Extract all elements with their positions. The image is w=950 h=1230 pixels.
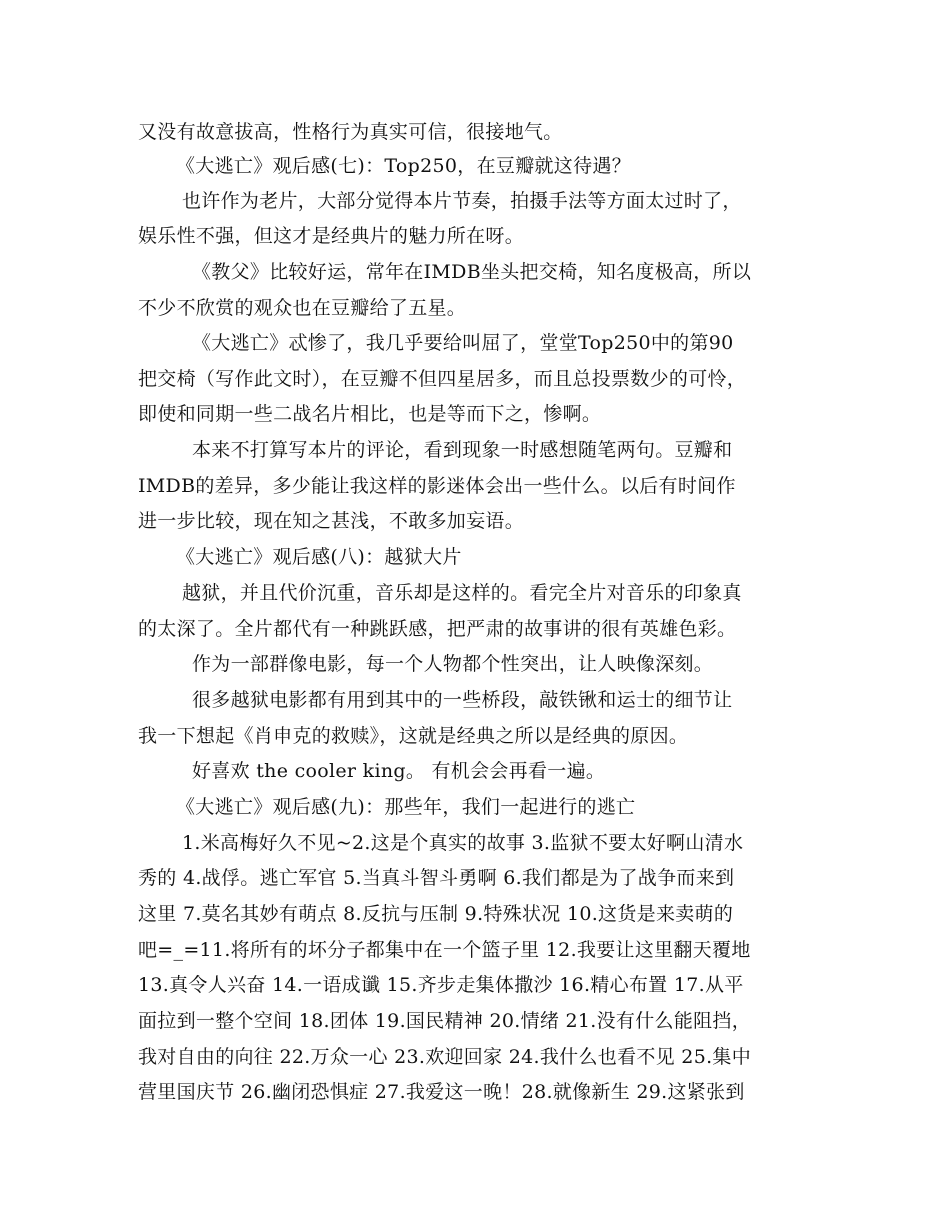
text-line: 的太深了。全片都代有一种跳跃感，把严肃的故事讲的很有英雄色彩。 (138, 618, 737, 640)
text-line: 进一步比较，现在知之甚浅，不敢多加妄语。 (138, 510, 525, 532)
text-line: 吧=_=11.将所有的坏分子都集中在一个篮子里 12.我要让这里翻天覆地 (138, 939, 751, 961)
text-line: 作为一部群像电影，每一个人物都个性突出，让人映像深刻。 (192, 653, 714, 675)
text-line: 13.真令人兴奋 14.一语成谶 15.齐步走集体撒沙 16.精心布置 17.从平 (138, 974, 744, 996)
text-line: 又没有故意拔高，性格行为真实可信，很接地气。 (138, 121, 563, 143)
text-line: 营里国庆节 26.幽闭恐惧症 27.我爱这一晚！28.就像新生 29.这紧张到 (138, 1081, 745, 1103)
text-line: 不少不欣赏的观众也在豆瓣给了五星。 (138, 297, 467, 319)
text-line: 也许作为老片，大部分觉得本片节奏，拍摄手法等方面太过时了， (182, 190, 742, 212)
text-line: 本来不打算写本片的评论，看到现象一时感想随笔两句。豆瓣和 (192, 439, 733, 461)
text-line: 很多越狱电影都有用到其中的一些桥段，敲铁锹和运士的细节让 (192, 689, 733, 711)
text-line: 把交椅（写作此文时），在豆瓣不但四星居多，而且总投票数少的可怜， (138, 368, 747, 390)
section-heading: 《大逃亡》观后感(九)：那些年，我们一起进行的逃亡 (176, 796, 636, 818)
text-line: 娱乐性不强，但这才是经典片的魅力所在呀。 (138, 225, 525, 247)
text-line: 1.米高梅好久不见~2.这是个真实的故事 3.监狱不要太好啊山清水 (182, 832, 744, 854)
text-line: 《大逃亡》忒惨了，我几乎要给叫屈了，堂堂Top250中的第90 (192, 332, 734, 354)
text-line: 我一下想起《肖申克的救赎》，这就是经典之所以是经典的原因。 (138, 725, 689, 747)
section-heading: 《大逃亡》观后感(七)：Top250，在豆瓣就这待遇？ (176, 155, 631, 177)
text-line: 好喜欢 the cooler king。 有机会会再看一遍。 (192, 760, 606, 782)
text-line: 越狱，并且代价沉重，音乐却是这样的。看完全片对音乐的印象真 (182, 582, 742, 604)
text-line: IMDB的差异，多少能让我这样的影迷体会出一些什么。以后有时间作 (138, 475, 736, 497)
section-heading: 《大逃亡》观后感(八)：越狱大片 (176, 546, 462, 568)
text-line: 《教父》比较好运，常年在IMDB坐头把交椅，知名度极高，所以 (192, 261, 752, 283)
text-line: 秀的 4.战俘。逃亡军官 5.当真斗智斗勇啊 6.我们都是为了战争而来到 (138, 867, 735, 889)
text-line: 面拉到一整个空间 18.团体 19.国民精神 20.情绪 21.没有什么能阻挡， (138, 1010, 752, 1032)
text-line: 我对自由的向往 22.万众一心 23.欢迎回家 24.我什么也看不见 25.集中 (138, 1046, 752, 1068)
text-line: 即使和同期一些二战名片相比，也是等而下之，惨啊。 (138, 403, 602, 425)
text-line: 这里 7.莫名其妙有萌点 8.反抗与压制 9.特殊状况 10.这货是来卖萌的 (138, 903, 734, 925)
